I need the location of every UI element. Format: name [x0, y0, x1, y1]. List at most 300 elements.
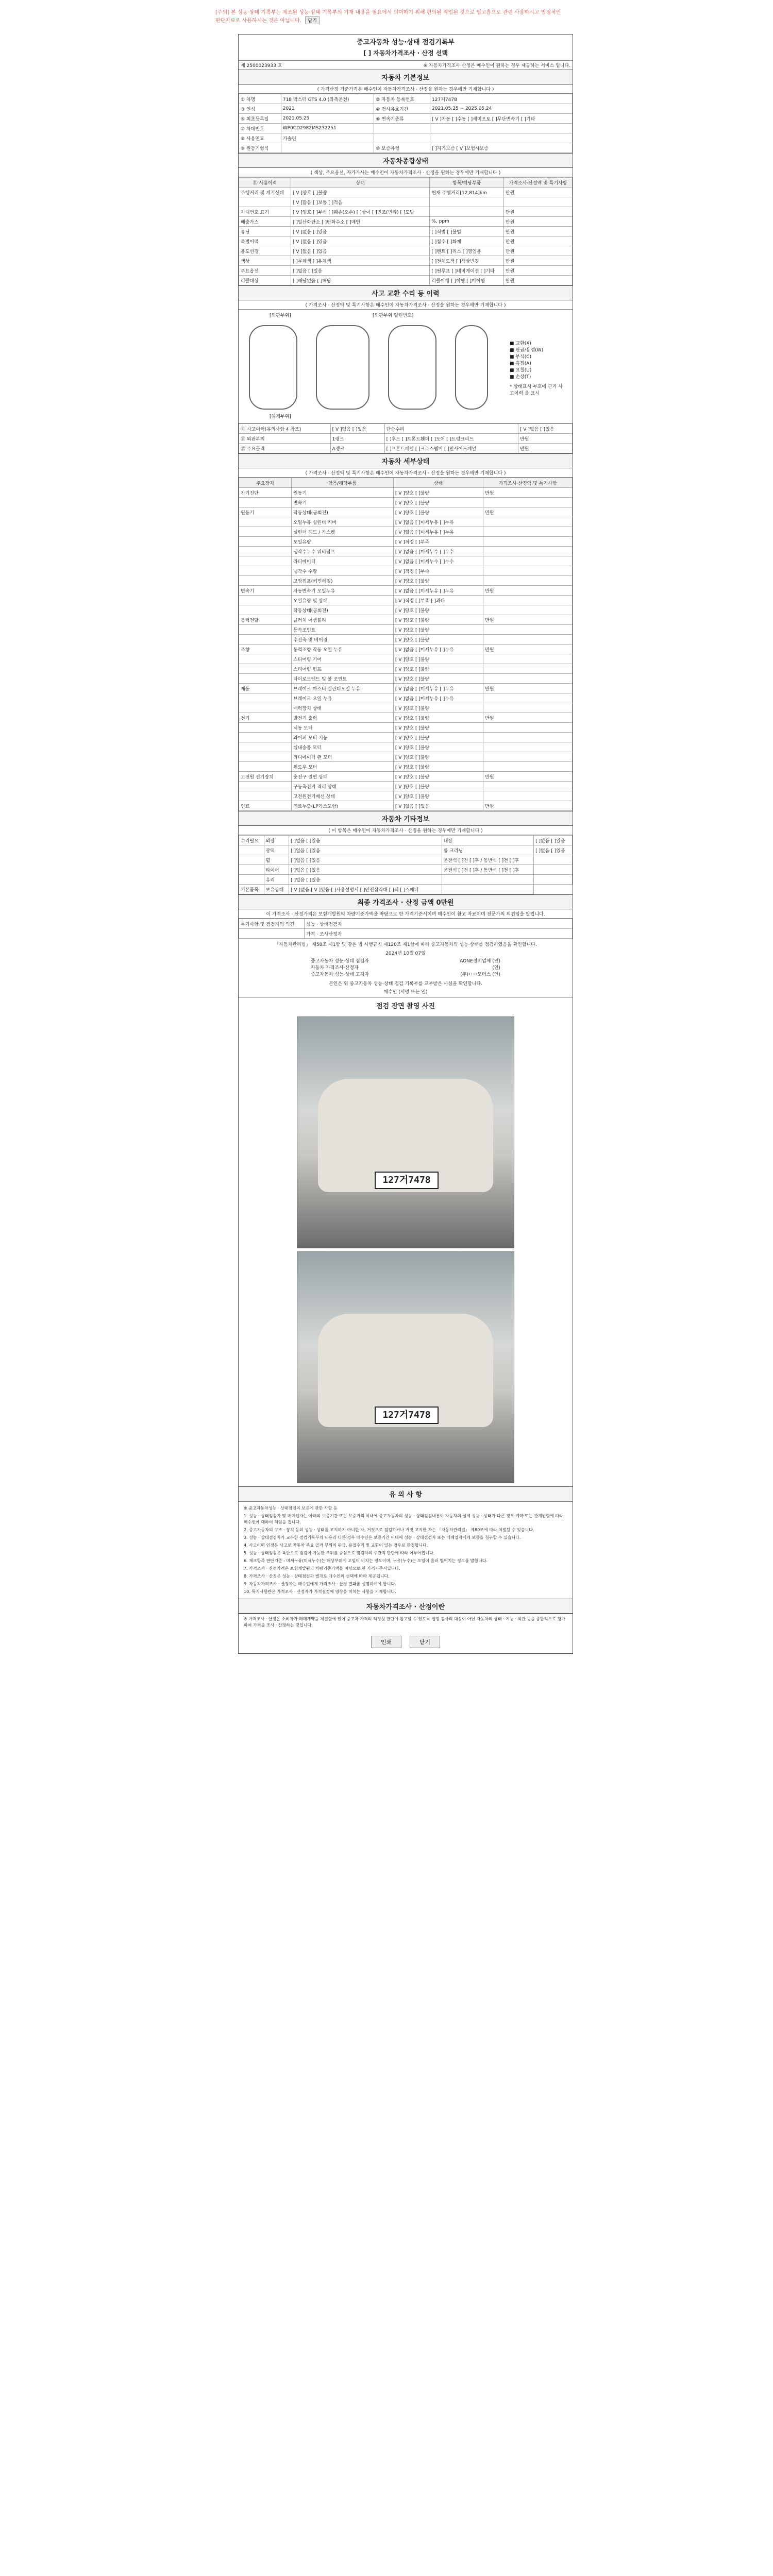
basic-info-cell: 가솔린	[281, 133, 374, 143]
bottom-text: ※ 가격조사 · 산정은 소비자가 매매계약을 체결함에 있어 중고차 가격의 적정성 판단에 참고할 수 있도록 법정 검사의 대상이 아닌 자동차의 상태 · 기능 · 외관 등을 종합적으로 평가하여 가격을 조사 · 산정하는 것입니다.	[239, 1614, 573, 1631]
detail-cell: 브레이크 오일 누유	[291, 693, 393, 703]
detail-row	[239, 517, 573, 527]
basic-info-cell: 718 박스터 GTS 4.0 (좌측운전)	[281, 94, 374, 104]
basic-info-cell: ④ 검사유효기간	[374, 104, 430, 114]
detail-cell: [ V ]양호 [ ]불량	[393, 664, 483, 674]
detail-cell: [ V ]양호 [ ]불량	[393, 703, 483, 713]
etc-cell: [ ]없음 [ ]있음	[534, 845, 573, 855]
accident-row	[239, 444, 573, 453]
detail-cell: 라디에이터 팬 모터	[291, 752, 393, 762]
detail-cell: [ V ]양호 [ ]불량	[393, 615, 483, 625]
detail-header: 주요장치	[239, 478, 292, 488]
caution-item: 4. 사고이력 인정은 사고로 자동차 주요 골격 부위의 판금, 용접수리 및 교환이 있는 경우로 한정합니다.	[244, 1543, 428, 1548]
basic-info-row	[239, 133, 573, 143]
etc-cell	[442, 875, 534, 885]
etc-cell: 운전석 [ ]전 [ ]후 / 동반석 [ ]전 [ ]후	[442, 865, 534, 875]
rear-photo	[297, 1251, 514, 1483]
detail-cell	[483, 752, 573, 762]
notice-text: [주의] 본 성능·상태 기록부는 제조된 성능·상태 기록부의 기재 내용을 필요에서 의미하기 위해 편의된 작업된 것으로 법고흡으로 관련 사용하시고 법정처인 판단자료로 사용하시는 것은 아닙니다.	[215, 10, 561, 24]
detail-row	[239, 742, 573, 752]
basic-info-row	[239, 94, 573, 104]
detail-cell: 오일유량 및 상태	[291, 596, 393, 605]
detail-cell	[239, 635, 292, 645]
accident-cell: ⑭ 외판부위	[239, 434, 331, 444]
detail-cell: [ V ]양호 [ ]불량	[393, 576, 483, 586]
detail-cell: 동력전달	[239, 615, 292, 625]
overall-row	[239, 197, 573, 207]
legend-item: ■ 흠집(A)	[510, 361, 531, 366]
caution-item: 3. 성능 · 상태점검자가 교부한 점검기록부의 내용과 다른 경우 매수인은 보증기간 이내에 성능 · 상태점검자 또는 매매업자에게 보증을 청구할 수 있습니다.	[244, 1535, 521, 1540]
doc-title: 중고자동차 성능·상태 점검기록부	[357, 39, 455, 46]
detail-cell: 오일누유 실린더 커버	[291, 517, 393, 527]
detail-row	[239, 713, 573, 723]
detail-cell	[239, 596, 292, 605]
detail-cell	[239, 742, 292, 752]
detail-cell: 오일유량	[291, 537, 393, 547]
detail-cell	[239, 693, 292, 703]
detail-row	[239, 566, 573, 576]
etc-cell: 내장	[442, 836, 534, 845]
special-pricer: 가격 · 조사산정자	[305, 929, 573, 939]
basic-info-title: 자동차 기본정보	[239, 70, 573, 84]
detail-cell: [ V ]양호 [ ]불량	[393, 605, 483, 615]
accident-cell: [ ]프론트패널 [ ]크로스멤버 [ ]인사이드패널	[384, 444, 518, 453]
detail-cell	[239, 664, 292, 674]
detail-row	[239, 733, 573, 742]
overall-header: 상태	[291, 178, 429, 188]
detail-cell: [ V ]적정 [ ]부족 [ ]과다	[393, 596, 483, 605]
detail-cell	[239, 674, 292, 684]
detail-row	[239, 615, 573, 625]
detail-cell: [ V ]양호 [ ]불량	[393, 488, 483, 498]
detail-cell	[483, 674, 573, 684]
etc-cell	[534, 875, 573, 885]
detail-row	[239, 674, 573, 684]
detail-cell: [ V ]양호 [ ]불량	[393, 733, 483, 742]
detail-cell	[483, 693, 573, 703]
legend-item: ■ 부식(C)	[510, 354, 532, 360]
detail-cell: [ V ]없음 [ ]미세누유 [ ]누유	[393, 684, 483, 693]
basic-info-cell: ③ 연식	[239, 104, 281, 114]
basic-info-row	[239, 124, 573, 133]
detail-cell: 충전구 절연 상태	[291, 772, 393, 782]
signer-role: 중고자동차 성능·상태 점검자	[311, 959, 369, 964]
overall-cell: 주요옵션	[239, 266, 291, 276]
detail-cell: [ V ]양호 [ ]불량	[393, 772, 483, 782]
detail-cell: 실린더 헤드 / 가스켓	[291, 527, 393, 537]
overall-cell: 차대번호 표기	[239, 207, 291, 217]
overall-cell: 만원	[503, 217, 572, 227]
detail-row	[239, 507, 573, 517]
detail-cell: 스티어링 기어	[291, 654, 393, 664]
detail-cell: 등속조인트	[291, 625, 393, 635]
receiver-sign: 매수인 (서명 또는 인)	[383, 990, 428, 995]
caution-item: 6. 체크항목 판단기준 : 미세누유(미세누수)는 해당부위에 오일이 비치는 정도이며, 누유(누수)는 오일이 흘러 떨어지는 정도를 말합니다.	[244, 1558, 488, 1563]
etc-cell: 운전석 [ ]전 [ ]후 / 동반석 [ ]전 [ ]후	[442, 855, 534, 865]
car-under	[455, 325, 488, 410]
detail-cell: 변속기	[239, 586, 292, 596]
overall-row	[239, 188, 573, 197]
overall-cell: 리콜대상	[239, 276, 291, 285]
detail-cell: 동력조향 작동 오일 누유	[291, 645, 393, 654]
basic-info-cell	[374, 133, 430, 143]
overall-cell: 배출가스	[239, 217, 291, 227]
detail-cell	[483, 703, 573, 713]
detail-cell: [ V ]양호 [ ]불량	[393, 723, 483, 733]
detail-row	[239, 547, 573, 556]
detail-row	[239, 625, 573, 635]
detail-cell: 변속기	[291, 498, 393, 507]
overall-header: 항목/해당부품	[430, 178, 504, 188]
detail-cell: 발전기 출력	[291, 713, 393, 723]
detail-row	[239, 801, 573, 811]
detail-cell	[239, 556, 292, 566]
accident-row	[239, 434, 573, 444]
detail-cell: [ V ]양호 [ ]불량	[393, 635, 483, 645]
etc-sub: ( 이 항목은 매수인이 자동차가격조사 · 산정을 원하는 경우에만 기재합니다 )	[239, 826, 573, 835]
basic-info-cell: ⑥ 변속기종류	[374, 114, 430, 124]
etc-row	[239, 885, 573, 894]
basic-info-cell: 2021.05.25 ~ 2025.05.24	[430, 104, 573, 114]
detail-cell: 만원	[483, 615, 573, 625]
detail-header: 상태	[393, 478, 483, 488]
detail-cell: [ V ]없음 [ ]있음	[393, 801, 483, 811]
detail-cell	[239, 791, 292, 801]
signer-name: (주)ㅁㅁ모터스 (인)	[460, 972, 500, 977]
detail-row	[239, 782, 573, 791]
photo-section-title: 점검 장면 촬영 사진	[239, 997, 573, 1013]
detail-row	[239, 684, 573, 693]
overall-cell: 주행거리 및 계기상태	[239, 188, 291, 197]
detail-cell	[239, 625, 292, 635]
overall-sub: ( 색상, 주요옵션, 자가가사는 매수인이 자동차가격조사 · 산정을 원하는 경우에만 기재합니다 )	[239, 168, 573, 177]
detail-cell: [ V ]양호 [ ]불량	[393, 762, 483, 772]
detail-cell: 냉각수누수 워터펌프	[291, 547, 393, 556]
detail-cell	[239, 703, 292, 713]
print-button[interactable]: 인쇄	[371, 1636, 401, 1648]
detail-cell	[239, 576, 292, 586]
overall-cell: 특별이력	[239, 236, 291, 246]
signer-name: AONE정비업체 (인)	[460, 959, 500, 964]
basic-info-cell: ⑩ 보증유형	[374, 143, 430, 153]
detail-row	[239, 498, 573, 507]
detail-row	[239, 537, 573, 547]
overall-cell: [ ]해당없음 [ ]해당	[291, 276, 429, 285]
detail-cell: 윈도우 모터	[291, 762, 393, 772]
basic-info-cell: 2021	[281, 104, 374, 114]
overall-cell: [ ]썬루프 [ ]네비게이션 [ ]기타	[430, 266, 504, 276]
detail-cell	[239, 527, 292, 537]
etc-table	[239, 835, 573, 894]
detail-cell: [ V ]양호 [ ]불량	[393, 791, 483, 801]
basic-info-cell: ⑨ 원동기형식	[239, 143, 281, 153]
detail-row	[239, 664, 573, 674]
caution-item: 5. 성능 · 상태점검은 육안으로 점검이 가능한 부위를 중심으로 점검자의 주관적 판단에 따라 이루어집니다.	[244, 1551, 435, 1555]
detail-cell	[483, 605, 573, 615]
detail-cell: 자기진단	[239, 488, 292, 498]
close-button[interactable]: 닫기	[410, 1636, 440, 1648]
detail-cell	[483, 556, 573, 566]
overall-row	[239, 266, 573, 276]
rear-plate: 127거7478	[375, 1406, 439, 1424]
detail-cell	[239, 723, 292, 733]
etc-cell: 수리필요	[239, 836, 264, 845]
accident-cell: [ V ]없음 [ ]있음	[330, 424, 384, 434]
diag-label-serial: [외판부위 일련번호]	[373, 313, 414, 318]
detail-cell: 작동상태(공회전)	[291, 507, 393, 517]
basic-info-cell: 127거7478	[430, 94, 573, 104]
detail-cell	[239, 752, 292, 762]
detail-cell	[239, 654, 292, 664]
overall-cell: [ ]렌트 [ ]리스 [ ]영업용	[430, 246, 504, 256]
etc-title: 자동차 기타정보	[239, 811, 573, 826]
detail-cell	[239, 782, 292, 791]
detail-cell: [ V ]적정 [ ]부족	[393, 537, 483, 547]
etc-cell: 외장	[264, 836, 289, 845]
detail-row	[239, 654, 573, 664]
basic-info-cell	[430, 124, 573, 133]
basic-info-row	[239, 143, 573, 153]
basic-info-row	[239, 114, 573, 124]
accident-row	[239, 424, 573, 434]
detail-table	[239, 478, 573, 811]
diagram-legend	[510, 341, 566, 397]
detail-cell: 만원	[483, 507, 573, 517]
detail-cell: [ V ]적정 [ ]부족	[393, 566, 483, 576]
detail-cell: [ V ]양호 [ ]불량	[393, 713, 483, 723]
etc-cell	[239, 855, 264, 865]
legend-item: ■ 손상(T)	[510, 375, 531, 380]
overall-cell	[503, 197, 572, 207]
legend-note: * 상태표시 부호에 근거 사고이력 을 표시	[510, 384, 563, 396]
overall-cell: [ V ]없음 [ ]있음	[291, 236, 429, 246]
detail-cell	[239, 537, 292, 547]
overall-row	[239, 236, 573, 246]
detail-cell: 고전원 전기장치	[239, 772, 292, 782]
etc-row	[239, 855, 573, 865]
detail-cell	[483, 537, 573, 547]
legend-item: ■ 교환(X)	[510, 341, 531, 346]
etc-cell: [ ]없음 [ ]있음	[289, 865, 442, 875]
detail-cell: 스티어링 펌프	[291, 664, 393, 674]
detail-cell: 라디에이터	[291, 556, 393, 566]
accident-cell: 만원	[518, 444, 573, 453]
detail-cell	[483, 733, 573, 742]
accident-sub: ( 가격조사 · 산정액 및 특기사항은 매수인이 자동차가격조사 · 산정을 원하는 경우에만 기재합니다 )	[239, 300, 573, 310]
caution-list	[239, 1501, 573, 1599]
overall-header: 가격조사·산정액 및 특기사항	[503, 178, 572, 188]
declaration: 「자동차관리법」 제58조 제1항 및 같은 법 시행규칙 제120조 제1항에 따라 중고자동차의 성능·상태를 점검하였음을 확인합니다.	[274, 942, 537, 947]
accident-cell: 단순수리	[384, 424, 518, 434]
overall-title: 자동차종합상태	[239, 153, 573, 168]
detail-cell: 고전원전기배선 상태	[291, 791, 393, 801]
detail-cell: 자동변속기 오일누유	[291, 586, 393, 596]
detail-cell: 조향	[239, 645, 292, 654]
etc-cell	[239, 875, 264, 885]
etc-cell: 룸 크리닝	[442, 845, 534, 855]
detail-cell: [ V ]없음 [ ]미세누유 [ ]누유	[393, 586, 483, 596]
detail-sub: ( 가격조사 · 산정액 및 특기사항은 매수인이 자동차가격조사 · 산정을 원하는 경우에만 기재합니다 )	[239, 468, 573, 478]
overall-cell: [ V ]양호 [ ]불량	[291, 188, 429, 197]
basic-info-table	[239, 94, 573, 153]
detail-cell: 연료누출(LP가스포함)	[291, 801, 393, 811]
special-label: 특기사항 및 점검자의 의견	[239, 919, 305, 929]
doc-number: 제 2500023933 호	[241, 63, 282, 69]
detail-cell	[239, 547, 292, 556]
etc-row	[239, 875, 573, 885]
detail-cell: 만원	[483, 801, 573, 811]
caution-item: 2. 중고자동차의 구조 · 장치 등의 성능 · 상태를 고지하지 아니한 자, 거짓으로 점검하거나 거짓 고지한 자는 「자동차관리법」 제80조에 따라 처벌될 수 있습니다.	[244, 1528, 534, 1532]
overall-header: ⑪ 사용이력	[239, 178, 291, 188]
top-notice	[215, 9, 566, 25]
signer-name: (인)	[492, 965, 500, 971]
caution-item: 9. 자동차가격조사 · 산정자는 매수인에게 가격조사 · 산정 결과를 설명하여야 합니다.	[244, 1582, 396, 1586]
etc-cell: 휠	[264, 855, 289, 865]
basic-info-cell: 2021.05.25	[281, 114, 374, 124]
overall-cell: 용도변경	[239, 246, 291, 256]
overall-cell: [ V ]없음 [ ]있음	[291, 227, 429, 236]
detail-cell: 타이로드엔드 및 볼 조인트	[291, 674, 393, 684]
basic-info-cell: ② 자동차 등록번호	[374, 94, 430, 104]
detail-cell	[483, 742, 573, 752]
overall-cell: [ ]적법 [ ]불법	[430, 227, 504, 236]
overall-cell: 만원	[503, 256, 572, 266]
doc-number-note: ※ 자동차가격조사·산정은 매수인이 원하는 경우 제공하는 서비스 입니다.	[423, 63, 570, 69]
diag-label-outer: [외판부위]	[270, 313, 291, 318]
detail-cell	[483, 498, 573, 507]
detail-cell	[483, 762, 573, 772]
etc-cell: [ ]없음 [ ]있음	[289, 875, 442, 885]
bottom-title: 자동차가격조사 · 산정이란	[239, 1599, 573, 1614]
overall-row	[239, 256, 573, 266]
overall-cell: [ V ]없음 [ ]있음	[291, 246, 429, 256]
basic-info-cell	[430, 133, 573, 143]
accident-cell: ⑬ 사고이력(유의사항 4 참조)	[239, 424, 331, 434]
overall-cell: 만원	[503, 266, 572, 276]
record-date: 2024년 10월 07일	[385, 951, 426, 956]
doc-number-line	[239, 60, 573, 70]
detail-row	[239, 752, 573, 762]
overall-cell: 만원	[503, 188, 572, 197]
overall-cell: [ V ]많음 [ ]보통 [ ]적음	[291, 197, 429, 207]
detail-cell: 배력장치 상태	[291, 703, 393, 713]
diag-label-under: [하체부위]	[270, 414, 291, 419]
detail-row	[239, 772, 573, 782]
basic-info-cell: WP0CD2982MS232251	[281, 124, 374, 133]
overall-cell: 만원	[503, 207, 572, 217]
caution-item: ※ 중고자동차성능 · 상태점검의 보증에 관한 사항 등	[244, 1506, 338, 1511]
detail-row	[239, 527, 573, 537]
detail-row	[239, 605, 573, 615]
detail-cell	[239, 605, 292, 615]
detail-cell: [ V ]양호 [ ]불량	[393, 742, 483, 752]
detail-cell: 고압펌프(커먼레일)	[291, 576, 393, 586]
legend-item: ■ 요철(U)	[510, 368, 532, 373]
detail-cell	[483, 527, 573, 537]
overall-cell: %, ppm	[430, 217, 504, 227]
detail-cell: [ V ]양호 [ ]불량	[393, 498, 483, 507]
detail-cell: [ V ]없음 [ ]미세누유 [ ]누유	[393, 527, 483, 537]
car-side-left	[249, 325, 297, 410]
overall-cell: 만원	[503, 236, 572, 246]
inspection-record	[238, 34, 573, 1654]
caution-item: 8. 가격조사 · 산정은 성능 · 상태점검과 별개로 매수인의 선택에 따라 제공됩니다.	[244, 1574, 390, 1579]
etc-cell: 기본품목	[239, 885, 264, 894]
overall-row	[239, 227, 573, 236]
detail-row	[239, 586, 573, 596]
detail-row	[239, 703, 573, 713]
basic-info-cell: [ ]자가보증 [ V ]보험사보증	[430, 143, 573, 153]
etc-cell	[239, 865, 264, 875]
overall-cell: 색상	[239, 256, 291, 266]
final-price-title: 최종 가격조사 · 산정 금액 0만원	[239, 894, 573, 909]
accident-title: 사고 교환 수리 등 이력	[239, 285, 573, 300]
detail-cell: 원동기	[239, 507, 292, 517]
detail-cell: 원동기	[291, 488, 393, 498]
detail-cell: [ V ]양호 [ ]불량	[393, 625, 483, 635]
overall-cell: [ ]무채색 [ ]유채색	[291, 256, 429, 266]
etc-row	[239, 836, 573, 845]
detail-cell	[483, 566, 573, 576]
detail-cell	[483, 576, 573, 586]
detail-cell: [ V ]없음 [ ]미세누유 [ ]누유	[393, 645, 483, 654]
detail-cell: 시동 모터	[291, 723, 393, 733]
detail-row	[239, 576, 573, 586]
overall-cell: 리콜이행 [ ]이행 [ ]미이행	[430, 276, 504, 285]
receipt-confirm: 본인은 위 중고자동차 성능·상태 점검 기록부를 교부받은 사실을 확인합니다.	[328, 981, 483, 987]
etc-cell: [ ]없음 [ ]있음	[534, 836, 573, 845]
special-table	[239, 919, 573, 939]
overall-cell: 만원	[503, 227, 572, 236]
overall-row	[239, 276, 573, 285]
overall-cell: 튜닝	[239, 227, 291, 236]
basic-info-cell: ⑦ 차대번호	[239, 124, 281, 133]
detail-row	[239, 645, 573, 654]
overall-row	[239, 207, 573, 217]
accident-cell: 1랭크	[330, 434, 384, 444]
overall-cell	[430, 207, 504, 217]
etc-cell: [ ]없음 [ ]있음	[289, 836, 442, 845]
accident-cell: A랭크	[330, 444, 384, 453]
caution-title: 유 의 사 항	[239, 1486, 573, 1501]
detail-title: 자동차 세부상태	[239, 453, 573, 468]
detail-cell: [ V ]양호 [ ]불량	[393, 507, 483, 517]
etc-cell	[534, 865, 573, 875]
notice-close-button[interactable]: 닫기	[305, 16, 319, 24]
overall-cell	[430, 197, 504, 207]
detail-cell: 브레이크 마스터 실린더오일 누유	[291, 684, 393, 693]
overall-cell: [ V ]양호 [ ]부식 [ ]훼손(오손) [ ]상이 [ ]변조(변타) [ ]도말	[291, 207, 429, 217]
special-empty	[239, 929, 305, 939]
car-side-right	[388, 325, 436, 410]
accident-cell: [ ]후드 [ ]프론트휀더 [ ]도어 [ ]트렁크리드	[384, 434, 518, 444]
overall-cell: 현재 주행거리[12,814]km	[430, 188, 504, 197]
detail-cell: 만원	[483, 772, 573, 782]
detail-cell: 만원	[483, 488, 573, 498]
basic-info-cell	[281, 143, 374, 153]
etc-cell: [ ]없음 [ ]있음	[289, 845, 442, 855]
etc-cell: [ ]없음 [ ]있음	[289, 855, 442, 865]
etc-cell	[442, 885, 534, 894]
detail-row	[239, 556, 573, 566]
detail-row	[239, 723, 573, 733]
detail-cell: 전기	[239, 713, 292, 723]
detail-cell: 실내송풍 모터	[291, 742, 393, 752]
accident-table	[239, 423, 573, 453]
detail-cell: [ V ]없음 [ ]미세누수 [ ]누수	[393, 547, 483, 556]
caution-item: 10. 특기사항란은 가격조사 · 산정자가 가격결정에 영향을 미치는 사항을 기재합니다.	[244, 1589, 396, 1594]
etc-row	[239, 865, 573, 875]
